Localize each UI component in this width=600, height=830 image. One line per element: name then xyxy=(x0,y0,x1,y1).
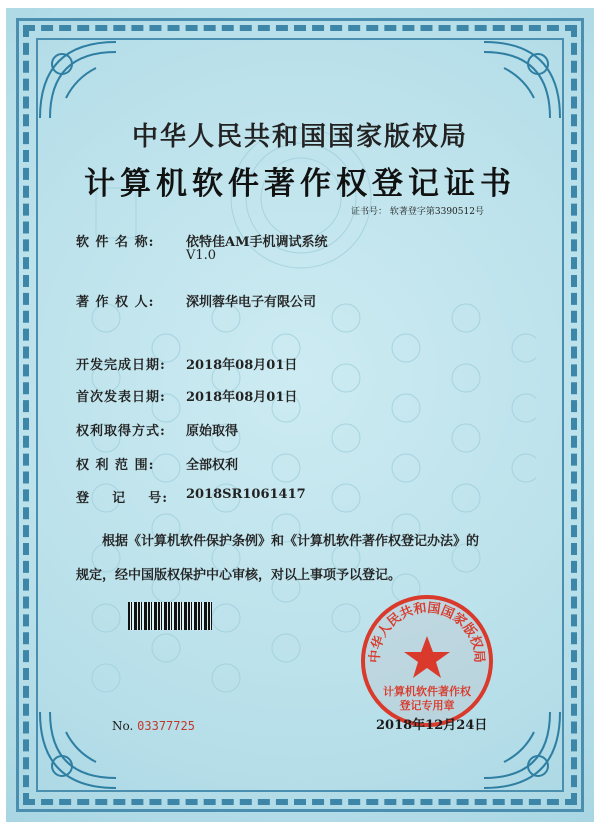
rights-scope-value: 全部权利 xyxy=(186,458,239,473)
acquisition-method-value: 原始取得 xyxy=(186,424,239,439)
serial-number xyxy=(112,719,195,733)
copyright-owner-label: 著 作 权 人: xyxy=(76,295,155,310)
issuer-title: 中华人民共和国国家版权局 xyxy=(131,122,468,152)
barcode xyxy=(128,602,212,630)
certificate-title: 计算机软件著作权登记证书 xyxy=(84,166,516,202)
corner-ornament-top-right xyxy=(480,38,564,122)
serial-value: 03377725 xyxy=(137,719,195,733)
seal-line-1: 计算机软件著作权 xyxy=(383,685,471,698)
development-date-label: 开发完成日期: xyxy=(76,358,166,373)
acquisition-method-label: 权利取得方式: xyxy=(76,424,166,439)
issue-date: 2018年12月24日 xyxy=(376,718,488,733)
certificate-number: 证书号： 软著登字第3390512号 xyxy=(351,207,484,217)
registration-number-label: 登 记 号: xyxy=(76,491,169,506)
statement-line-1: 根据《计算机软件保护条例》和《计算机软件著作权登记办法》的 xyxy=(102,534,480,549)
certificate xyxy=(6,8,594,822)
registration-number-value: 2018SR1061417 xyxy=(186,487,306,502)
statement-line-2: 规定，经中国版权保护中心审核，对以上事项予以登记。 xyxy=(76,568,402,583)
serial-label: No. xyxy=(112,719,134,733)
software-name-label: 软 件 名 称: xyxy=(76,235,155,250)
copyright-owner-value: 深圳蓉华电子有限公司 xyxy=(186,295,317,310)
rights-scope-label: 权 利 范 围: xyxy=(76,458,155,473)
seal-arc-text: 中华人民共和国国家版权局 xyxy=(367,600,487,664)
corner-ornament-top-left xyxy=(36,38,120,122)
publication-date-label: 首次发表日期: xyxy=(76,390,166,405)
seal-line-2: 登记专用章 xyxy=(399,699,455,712)
official-seal xyxy=(358,592,496,730)
software-version-value: V1.0 xyxy=(186,248,217,263)
software-name-value: 依特佳AM手机调试系统 xyxy=(186,235,328,250)
publication-date-value: 2018年08月01日 xyxy=(186,390,298,405)
corner-ornament-bottom-left xyxy=(36,708,120,792)
development-date-value: 2018年08月01日 xyxy=(186,358,298,373)
